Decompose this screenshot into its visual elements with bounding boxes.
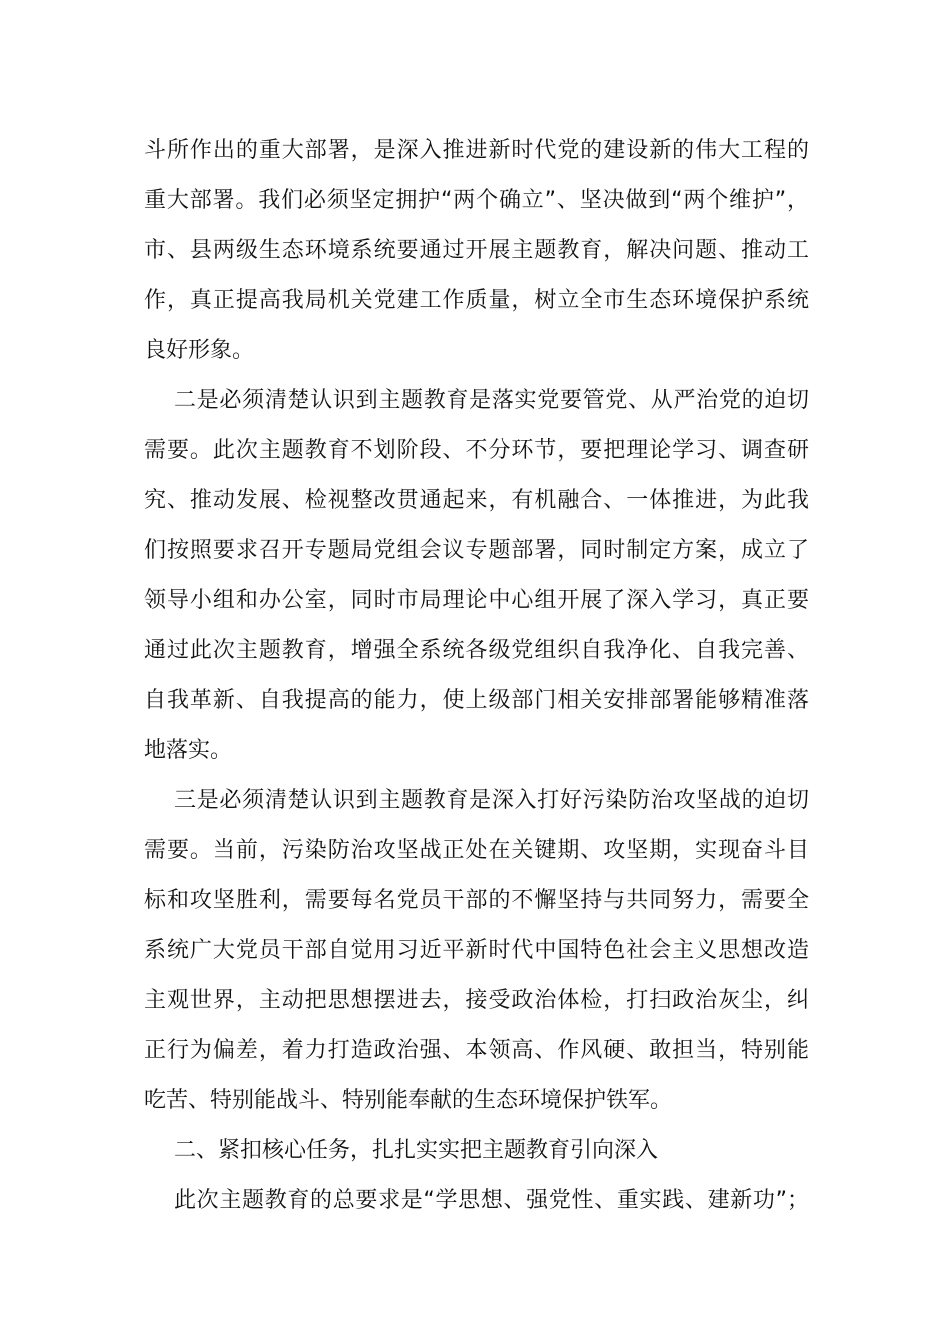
text-line: 三是必须清楚认识到主题教育是深入打好污染防治攻坚战的迫切 [174,788,809,813]
text-line: 究、推动发展、检视整改贯通起来，有机融合、一体推进，为此我 [144,488,809,513]
text-line: 正行为偏差，着力打造政治强、本领高、作风硬、敢担当，特别能 [144,1038,809,1063]
section-heading: 二、紧扣核心任务，扎扎实实把主题教育引向深入 [174,1138,659,1163]
text-line: 作，真正提高我局机关党建工作质量，树立全市生态环境保护系统 [144,288,809,313]
text-line: 此次主题教育的总要求是“学思想、强党性、重实践、建新功”； [174,1188,809,1213]
document-body [144,126,809,1226]
text-line: 需要。此次主题教育不划阶段、不分环节，要把理论学习、调查研 [144,438,809,463]
text-line: 系统广大党员干部自觉用习近平新时代中国特色社会主义思想改造 [144,938,809,963]
text-line: 领导小组和办公室，同时市局理论中心组开展了深入学习，真正要 [144,588,809,613]
text-line: 斗所作出的重大部署，是深入推进新时代党的建设新的伟大工程的 [144,138,809,163]
text-line: 通过此次主题教育，增强全系统各级党组织自我净化、自我完善、 [144,638,809,663]
text-line: 自我革新、自我提高的能力，使上级部门相关安排部署能够精准落 [144,688,809,713]
text-line: 吃苦、特别能战斗、特别能奉献的生态环境保护铁军。 [144,1088,673,1113]
text-line: 市、县两级生态环境系统要通过开展主题教育，解决问题、推动工 [144,238,809,263]
text-line: 们按照要求召开专题局党组会议专题部署，同时制定方案，成立了 [144,538,809,563]
text-line: 重大部署。我们必须坚定拥护“两个确立”、坚决做到“两个维护”， [144,188,809,213]
text-line: 地落实。 [144,738,233,763]
text-line: 主观世界，主动把思想摆进去，接受政治体检，打扫政治灰尘，纠 [144,988,809,1013]
text-line: 需要。当前，污染防治攻坚战正处在关键期、攻坚期，实现奋斗目 [144,838,809,863]
text-line: 二是必须清楚认识到主题教育是落实党要管党、从严治党的迫切 [174,388,809,413]
text-line: 良好形象。 [144,338,255,363]
text-line: 标和攻坚胜利，需要每名党员干部的不懈坚持与共同努力，需要全 [144,888,809,913]
